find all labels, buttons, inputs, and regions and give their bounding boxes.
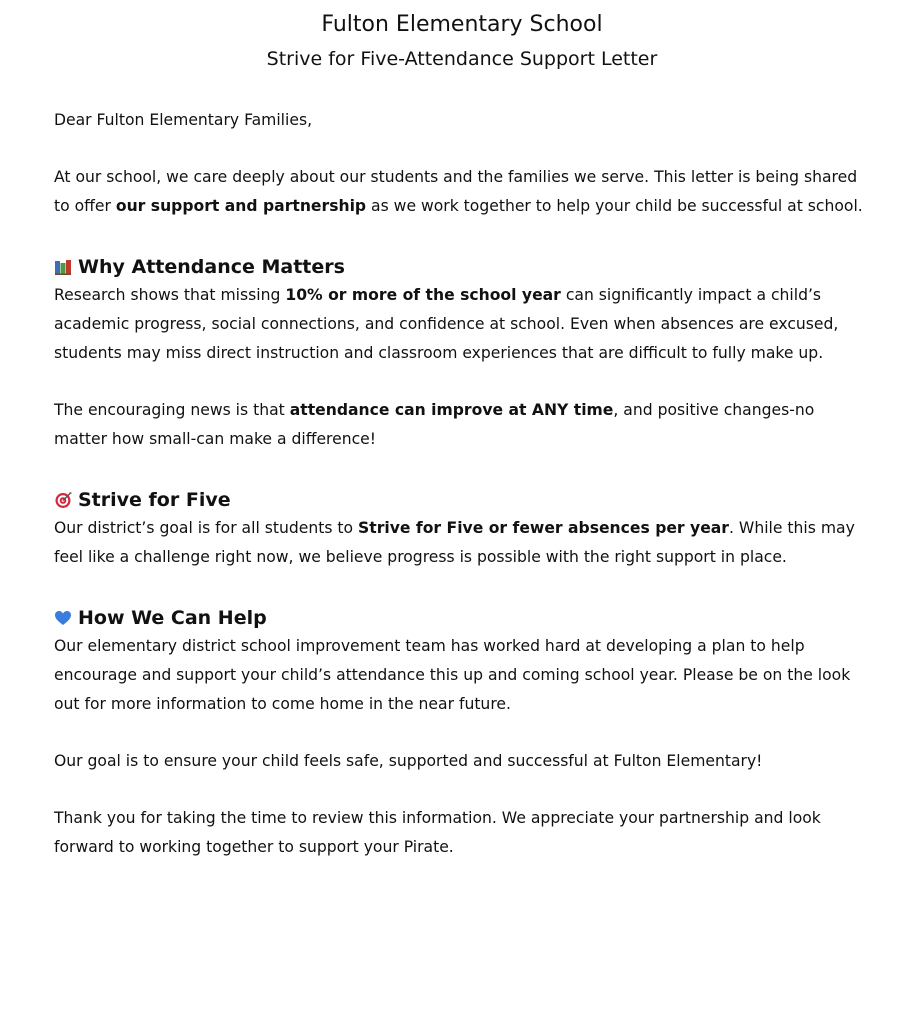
- target-icon: [54, 491, 72, 509]
- blue-heart-icon: [54, 609, 72, 627]
- why-attendance-heading: [54, 253, 870, 281]
- why-attendance-paragraph-1: [54, 281, 870, 368]
- strive-p-bold: Strive for Five or fewer absences per year: [358, 519, 729, 537]
- strive-for-five-heading-text: Strive for Five: [78, 489, 231, 511]
- how-we-can-help-heading-text: How We Can Help: [78, 607, 267, 629]
- how-we-can-help-paragraph-2: Our goal is to ensure your child feels safe, supported and successful at Fulton Elementary!: [54, 752, 763, 770]
- why-p2-pre: The encouraging news is that: [54, 401, 290, 419]
- strive-for-five-heading: [54, 486, 870, 514]
- intro-text-post: as we work together to help your child be successful at school.: [366, 197, 863, 215]
- why-p1-bold: 10% or more of the school year: [285, 286, 561, 304]
- how-we-can-help-paragraph-1: Our elementary district school improvement team has worked hard at developing a plan to help encourage and support your child’s attendance this up and coming school year. Please be on the look out for more information to come home in the near future.: [54, 637, 851, 713]
- why-attendance-heading-text: Why Attendance Matters: [78, 256, 345, 278]
- letter-page: [0, 10, 924, 1034]
- why-p2-bold: attendance can improve at ANY time: [289, 401, 614, 419]
- intro-paragraph: [54, 163, 870, 221]
- how-we-can-help-heading: [54, 604, 870, 632]
- letter-subtitle: Strive for Five-Attendance Support Letter: [266, 48, 658, 70]
- why-p1-pre: Research shows that missing: [54, 286, 286, 304]
- strive-p-post: . While this may feel like a challenge right now, we believe progress is possible with the right support in place.: [54, 519, 855, 566]
- intro-text-pre: At our school, we care deeply about our students and the families we serve. This letter is being shared to offer: [54, 168, 858, 215]
- why-p2-post: , and positive changes-no matter how small-can make a difference!: [54, 401, 815, 448]
- school-title: Fulton Elementary School: [321, 12, 603, 37]
- intro-text-bold: our support and partnership: [115, 197, 367, 215]
- why-attendance-paragraph-2: [54, 396, 870, 454]
- strive-for-five-paragraph: [54, 514, 870, 572]
- salutation: Dear Fulton Elementary Families,: [54, 111, 313, 129]
- closing-paragraph: Thank you for taking the time to review this information. We appreciate your partnership and look forward to working together to support your Pirate.: [54, 809, 821, 856]
- books-icon: [54, 258, 72, 276]
- strive-p-pre: Our district’s goal is for all students to: [54, 519, 359, 537]
- why-p1-post: can significantly impact a child’s academic progress, social connections, and confidence at school. Even when absences are excused, students may miss direct instruction and classroom experiences that are difficult to fully make up.: [54, 286, 839, 362]
